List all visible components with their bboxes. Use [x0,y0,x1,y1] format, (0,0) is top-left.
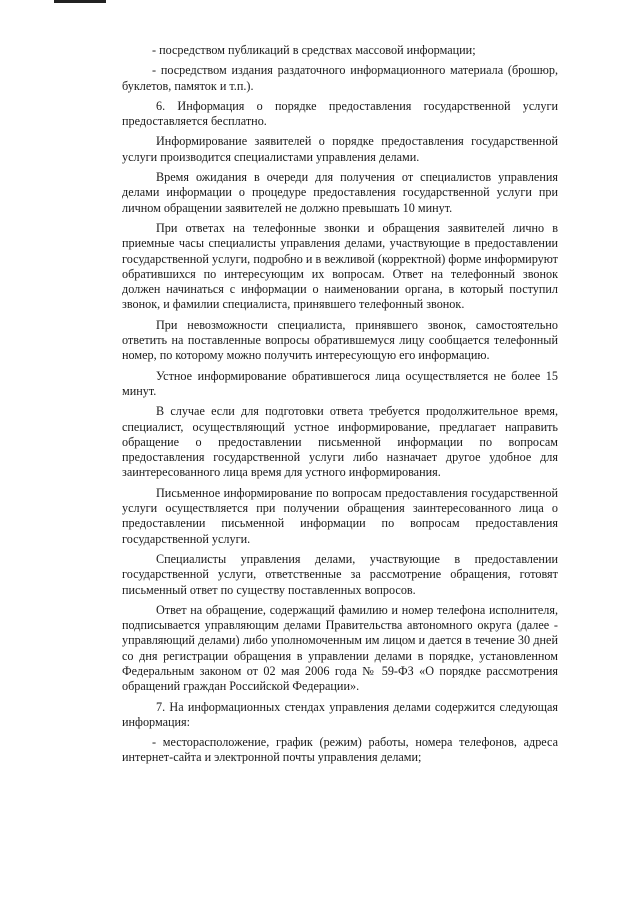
paragraph-waiting-time: Время ожидания в очереди для получения от специалистов управления делами информации о процедуре предоставления государственной услуги при личном обращении заявителей не должно превышать 10 минут. [122,170,558,215]
paragraph-item-6-free-information: 6. Информация о порядке предоставления государственной услуги предоставляется бесплатно. [122,98,558,129]
paragraph-written-answer: Специалисты управления делами, участвующие в предоставлении государственной услуги, ответственные за рассмотрение обращения, готовят письменный ответ по существу поставленных вопросов. [122,551,558,597]
paragraph-answer-signing: Ответ на обращение, содержащий фамилию и номер телефона исполнителя, подписывается управляющим делами Правительства автономного округа (далее - управляющий делами) либо уполномоченным им лицом и дается в течение 30 дней со дня регистрации обращения в управлении делами в порядке, установленном Федеральным законом от 02 мая 2006 года № 59-ФЗ «О порядке рассмотрения обращений граждан Российской Федерации». [122,602,558,694]
paragraph-long-preparation: В случае если для подготовки ответа требуется продолжительное время, специалист, осуществляющий устное информирование, предлагает направить обращение о предоставлении письменной информации по вопросам предоставления государственной услуги либо назначает другое удобное для заинтересованного лица время для устного информирования. [122,404,558,480]
document-body [122,43,558,771]
paragraph-written-informing: Письменное информирование по вопросам предоставления государственной услуги осуществляется при получении обращения заинтересованного лица о предоставлении письменной информации по вопросам предоставления государственной услуги. [122,485,558,546]
paragraph-redirect-call: При невозможности специалиста, принявшего звонок, самостоятельно ответить на поставленные вопросы обратившемуся лицу сообщается телефонный номер, по которому можно получить интересующую его информацию. [122,317,558,363]
paragraph-informing-by-specialists: Информирование заявителей о порядке предоставления государственной услуги производится специалистами управления делами. [122,134,558,164]
paragraph-location-schedule: - месторасположение, график (режим) работы, номера телефонов, адреса интернет-сайта и электронной почты управления делами; [122,735,558,765]
paragraph-item-7-info-stands: 7. На информационных стендах управления делами содержится следующая информация: [122,699,558,729]
paragraph-handout-materials: - посредством издания раздаточного информационного материала (брошюр, буклетов, памяток и т.п.). [122,63,558,93]
paragraph-phone-calls: При ответах на телефонные звонки и обращения заявителей лично в приемные часы специалисты управления делами, участвующие в предоставлении государственной услуги, подробно и в вежливой (корректной) форме информируют обратившихся по интересующим их вопросам. Ответ на телефонный звонок должен начинаться с информации о наименовании органа, в который поступил звонок, и фамилии специалиста, принявшего телефонный звонок. [122,220,558,312]
paragraph-media-publications: - посредством публикаций в средствах массовой информации; [152,43,476,57]
paragraph-oral-informing-duration: Устное информирование обратившегося лица осуществляется не более 15 минут. [122,368,558,398]
scan-edge-mark [54,0,106,3]
